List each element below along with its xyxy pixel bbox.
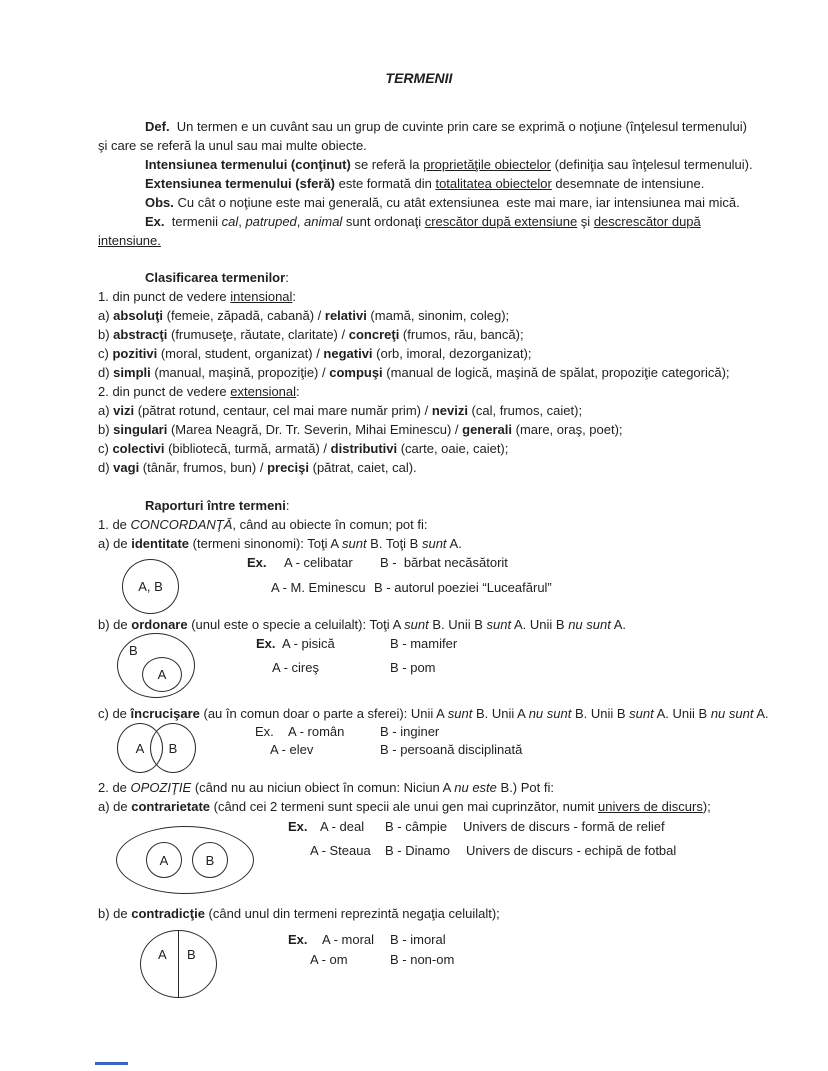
contrarietate-right-label: B (205, 852, 215, 868)
text-segment: şi (577, 214, 594, 229)
identity-diagram-row (98, 553, 740, 615)
example-identity-b2: B - autorul poeziei “Luceafărul” (374, 580, 552, 595)
text-segment: intensional (230, 289, 293, 304)
text-line (98, 325, 740, 344)
contrarietate-left-circle (146, 842, 182, 878)
ordonare-inner-circle (142, 657, 182, 692)
text-segment: : (285, 270, 289, 285)
identity-diagram-label: A, B (138, 579, 163, 594)
text-line (98, 515, 740, 534)
text-line (98, 268, 740, 287)
contrarietate-diagram-row (98, 816, 740, 904)
text-segment: (frumos, rău, bancă); (399, 327, 524, 342)
example-label: Ex. (247, 555, 267, 570)
contrarietate-left-label: A (159, 852, 169, 868)
text-segment: descrescător după (593, 214, 701, 229)
text-segment: ordonare (131, 617, 188, 632)
text-segment: 1. de (98, 517, 131, 532)
text-segment: B. Unii B (571, 706, 630, 721)
example-identity-a2: A - M. Eminescu (271, 580, 366, 595)
text-segment: relativi (324, 308, 367, 323)
text-segment: încrucişare (130, 706, 200, 721)
text-segment: (tânăr, frumos, bun) / (139, 460, 268, 475)
text-segment: sunt (629, 706, 654, 721)
text-segment: CONCORDANŢĂ (130, 517, 233, 532)
example-label: Ex. (288, 932, 308, 947)
page-title: TERMENII (385, 70, 453, 86)
text-segment: B. Toţi B (366, 536, 422, 551)
text-segment: simpli (113, 365, 151, 380)
text-segment: compuşi (329, 365, 383, 380)
example-contradictie-b1: B - imoral (390, 932, 446, 947)
example-identity-a1: A - celibatar (284, 555, 353, 570)
text-line (98, 439, 740, 458)
example-contradictie-b2: B - non-om (390, 952, 455, 967)
text-segment: este formată din (335, 176, 436, 191)
text-segment: 2. din punct de vedere (98, 384, 231, 399)
text-segment: A. (446, 536, 462, 551)
example-contradictie-a1: A - moral (322, 932, 375, 947)
text-segment: a) (98, 308, 114, 323)
text-line (98, 212, 740, 231)
text-segment: (termeni sinonomi): Toţi A (189, 536, 342, 551)
text-segment: nu sunt (528, 706, 572, 721)
text-segment: contrarietate (131, 799, 210, 814)
text-segment: sunt (341, 536, 367, 551)
text-segment: (manual, maşină, propoziţie) / (150, 365, 330, 380)
text-line (98, 496, 740, 515)
text-segment: nu sunt (568, 617, 611, 632)
text-line (98, 174, 740, 193)
text-segment: extensional (230, 384, 297, 399)
text-segment: contradicţie (131, 906, 205, 921)
text-segment: (manual de logică, maşină de spălat, propoziţie categorică); (382, 365, 730, 380)
text-segment: A. (753, 706, 769, 721)
text-segment: (orb, imoral, dezorganizat); (372, 346, 532, 361)
text-line (98, 155, 753, 174)
example-incrucisare-b2: B - persoană disciplinată (380, 742, 523, 757)
text-segment: , (296, 214, 305, 229)
text-segment: nevizi (431, 403, 468, 418)
text-segment: sunt (447, 706, 473, 721)
text-segment: a) de (98, 536, 132, 551)
text-segment: B. Unii B (428, 617, 487, 632)
example-label: Ex. (288, 819, 308, 834)
text-segment: distributivi (330, 441, 398, 456)
example-contrarietate-b2: B - Dinamo (385, 843, 451, 858)
text-segment: 2. de (98, 780, 131, 795)
text-line (98, 136, 740, 155)
text-segment: 1. din punct de vedere (98, 289, 231, 304)
text-segment: c) (98, 346, 113, 361)
text-line (98, 344, 740, 363)
text-segment: (moral, student, organizat) / (157, 346, 324, 361)
text-segment: absoluţi (113, 308, 164, 323)
contradictie-heading (98, 904, 740, 923)
text-segment: a) (98, 403, 114, 418)
text-segment: sunt ordonaţi (342, 214, 425, 229)
text-segment: generali (462, 422, 512, 437)
text-line (98, 231, 740, 250)
text-segment: Cu cât o noţiune este mai generală, cu atât extensiunea este mai mare, iar intensiunea mai mică. (173, 195, 740, 210)
incrucisare-right-circle (150, 723, 196, 773)
example-contrarietate-u1: Univers de discurs - formă de relief (463, 819, 665, 834)
example-ordonare-b2: B - pom (390, 660, 436, 675)
text-line (98, 401, 740, 420)
text-segment: , (238, 214, 246, 229)
text-segment: se referă la (350, 157, 424, 172)
example-contradictie-a2: A - om (310, 952, 348, 967)
ordonare-heading (98, 615, 740, 634)
text-segment: b) de (98, 906, 132, 921)
text-segment: Clasificarea termenilor (145, 270, 286, 285)
text-segment: negativi (323, 346, 373, 361)
text-segment: (pătrat rotund, centaur, cel mai mare număr prim) / (134, 403, 432, 418)
text-line (98, 904, 740, 923)
incrucisare-right-label: B (168, 740, 178, 756)
text-segment: b) (98, 327, 114, 342)
contrarietate-universe-ellipse (116, 826, 254, 894)
text-segment: (când cei 2 termeni sunt specii ale unui gen mai cuprinzător, numit (210, 799, 599, 814)
partial-link-underline (95, 1062, 128, 1065)
text-segment: pozitivi (112, 346, 158, 361)
text-segment: intensiune. (98, 233, 161, 248)
text-line (98, 458, 740, 477)
contrarietate-right-circle (192, 842, 228, 878)
text-segment: (pătrat, caiet, cal). (309, 460, 417, 475)
text-segment: (bibliotecă, turmă, armată) / (164, 441, 331, 456)
text-segment: d) (98, 365, 114, 380)
text-segment: OPOZIŢIE (130, 780, 192, 795)
text-segment: b) de (98, 617, 132, 632)
text-segment: (frumuseţe, răutate, claritate) / (167, 327, 349, 342)
text-segment: Extensiunea termenului (sferă) (145, 176, 335, 191)
text-segment: şi care se referă la unul sau mai multe obiecte. (98, 138, 367, 153)
text-segment: nu este (454, 780, 497, 795)
text-segment: proprietăţile obiectelor (423, 157, 552, 172)
text-line (98, 420, 740, 439)
text-segment: sunt (421, 536, 447, 551)
incrucisare-diagram-row (98, 723, 740, 778)
text-segment: A. (610, 617, 627, 632)
text-segment: d) (98, 460, 114, 475)
text-line (98, 797, 740, 816)
ordonare-diagram-row (98, 634, 740, 704)
ordonare-inner-label: A (157, 667, 167, 682)
example-ordonare-b1: B - mamifer (390, 636, 458, 651)
text-segment: Intensiunea termenului (conţinut) (145, 157, 351, 172)
text-segment: identitate (131, 536, 190, 551)
text-line (98, 704, 769, 723)
text-segment: B. Unii A (472, 706, 529, 721)
example-incrucisare-b1: B - inginer (380, 724, 440, 739)
text-segment: A. Unii B (653, 706, 711, 721)
ordonare-outer-label: B (129, 643, 138, 658)
contradictie-circle (140, 930, 217, 998)
contradictie-diagram-row (98, 923, 740, 1001)
text-segment: A. Unii B (511, 617, 569, 632)
opozitie-section (98, 778, 740, 816)
text-segment: abstracţi (113, 327, 168, 342)
text-segment: (mamă, sinonim, coleg); (366, 308, 510, 323)
text-segment: cal (221, 214, 239, 229)
classification-section (98, 268, 740, 477)
example-label: Ex. (255, 724, 274, 739)
text-segment: (când unul din termeni reprezintă negaţia celuilalt); (204, 906, 500, 921)
text-segment: (definiţia sau înţelesul termenului). (551, 157, 753, 172)
text-segment: colectivi (112, 441, 165, 456)
incrucisare-heading (98, 704, 769, 723)
text-segment: (unul este o specie a celuilalt): Toţi A (187, 617, 405, 632)
text-segment: Raporturi între termeni (145, 498, 286, 513)
text-segment: (femeie, zăpadă, cabană) / (163, 308, 325, 323)
text-segment: (Marea Neagră, Dr. Tr. Severin, Mihai Eminescu) / (167, 422, 463, 437)
example-ordonare-a1: A - pisică (282, 636, 335, 651)
text-segment: patruped (245, 214, 297, 229)
text-segment: Def. (145, 119, 170, 134)
text-line (98, 193, 740, 212)
contradictie-divider-line (178, 931, 180, 997)
text-segment: Un termen e un cuvânt sau un grup de cuvinte prin care se exprimă o noţiune (înţelesul termenului) (169, 119, 747, 134)
text-segment: animal (304, 214, 343, 229)
text-segment: b) (98, 422, 114, 437)
example-incrucisare-a1: A - român (288, 724, 345, 739)
text-line (98, 778, 740, 797)
text-segment: sunt (486, 617, 512, 632)
text-segment: sunt (404, 617, 429, 632)
text-segment: (când nu au niciun obiect în comun: Niciun A (191, 780, 455, 795)
text-line (98, 615, 740, 634)
contradictie-right-label: B (187, 947, 196, 962)
text-segment: : (285, 498, 290, 513)
example-ordonare-a2: A - cireş (272, 660, 319, 675)
text-segment: c) de (98, 706, 131, 721)
example-contrarietate-b1: B - câmpie (385, 819, 448, 834)
text-segment: (cal, frumos, caiet); (467, 403, 583, 418)
text-line (98, 363, 740, 382)
example-identity-b1: B - bărbat necăsătorit (380, 555, 508, 570)
text-segment: a) de (98, 799, 132, 814)
text-segment: (mare, oraş, poet); (512, 422, 623, 437)
text-segment: ); (702, 799, 711, 814)
text-segment: termenii (164, 214, 222, 229)
text-segment: Obs. (145, 195, 174, 210)
example-label: Ex. (256, 636, 276, 651)
text-segment: nu sunt (710, 706, 754, 721)
example-contrarietate-a2: A - Steaua (310, 843, 371, 858)
text-line (98, 382, 740, 401)
text-line (98, 117, 747, 136)
relations-intro-section (98, 496, 740, 553)
text-segment: (au în comun doar o parte a sferei): Unii A (199, 706, 448, 721)
text-segment: crescător după extensiune (424, 214, 578, 229)
text-segment: Ex. (145, 214, 165, 229)
text-segment: (carte, oaie, caiet); (397, 441, 509, 456)
text-segment: B.) Pot fi: (496, 780, 554, 795)
text-segment: : (292, 289, 297, 304)
text-segment: precişi (267, 460, 309, 475)
text-segment: vizi (113, 403, 135, 418)
identity-venn-diagram (122, 559, 179, 614)
text-line (98, 534, 740, 553)
contradictie-left-label: A (158, 947, 167, 962)
text-segment: univers de discurs (598, 799, 703, 814)
text-segment: vagi (113, 460, 140, 475)
incrucisare-left-label: A (135, 740, 145, 756)
text-line (98, 306, 740, 325)
example-contrarietate-u2: Univers de discurs - echipă de fotbal (466, 843, 677, 858)
text-segment: c) (98, 441, 113, 456)
text-segment: singulari (113, 422, 168, 437)
example-contrarietate-a1: A - deal (320, 819, 365, 834)
text-segment: desemnate de intensiune. (551, 176, 705, 191)
text-segment: concreţi (348, 327, 400, 342)
definition-paragraph (98, 117, 753, 250)
example-incrucisare-a2: A - elev (270, 742, 314, 757)
text-segment: : (296, 384, 300, 399)
text-segment: , când au obiecte în comun; pot fi: (232, 517, 428, 532)
text-line (98, 287, 740, 306)
text-segment: totalitatea obiectelor (435, 176, 552, 191)
